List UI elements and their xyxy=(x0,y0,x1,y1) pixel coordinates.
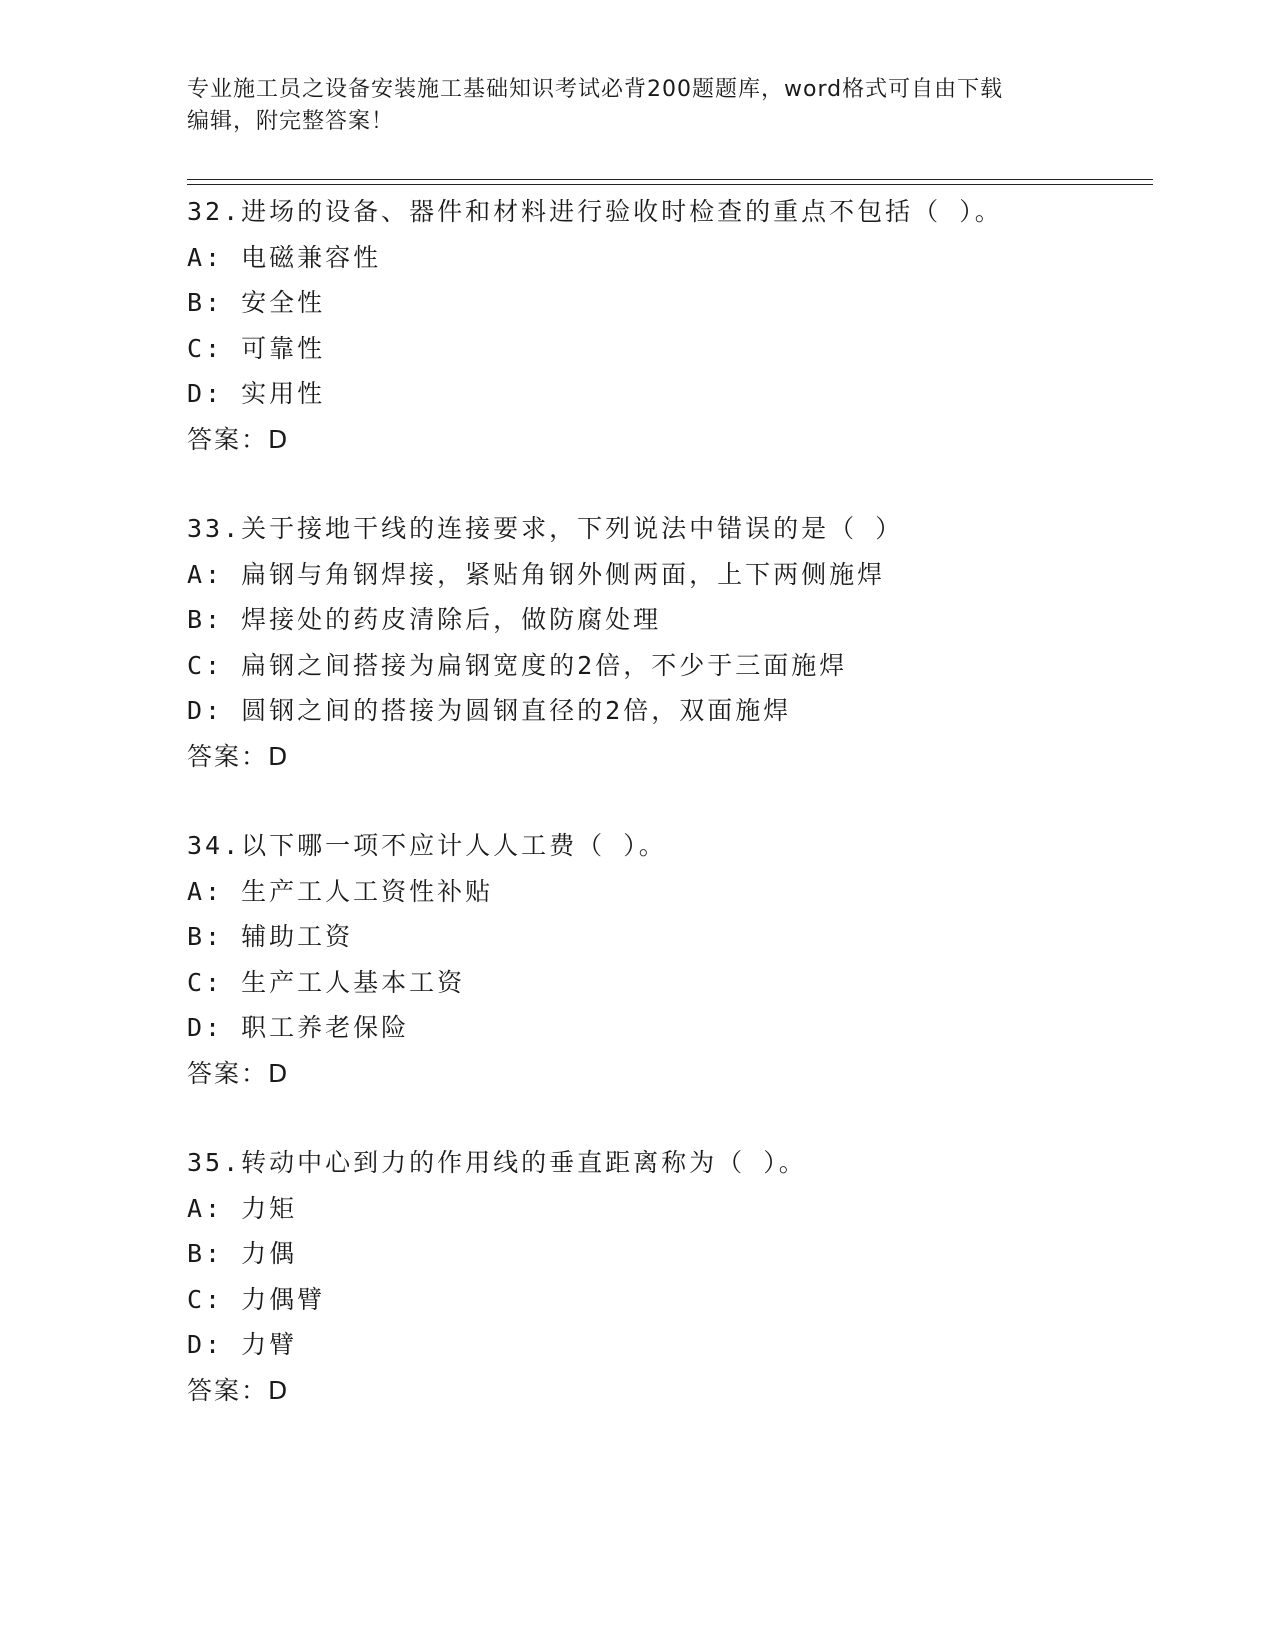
option-c: C: 扁钢之间搭接为扁钢宽度的2倍，不少于三面施焊 xyxy=(187,650,848,680)
option-a: A: 力矩 xyxy=(187,1193,298,1223)
option-b: B: 力偶 xyxy=(187,1239,298,1268)
question-35 xyxy=(187,1140,1153,1413)
answer-line: 答案：D xyxy=(187,741,290,771)
answer-line: 答案：D xyxy=(187,1058,290,1088)
option-c: C: 力偶臂 xyxy=(187,1284,326,1314)
option-d: D: 实用性 xyxy=(187,379,326,408)
question-stem: 35.转动中心到力的作用线的垂直距离称为（ ）。 xyxy=(187,1148,807,1177)
answer-line: 答案：D xyxy=(187,1375,290,1405)
option-a: A: 生产工人工资性补贴 xyxy=(187,876,494,906)
option-d: D: 力臂 xyxy=(187,1330,298,1359)
answer-line: 答案：D xyxy=(187,424,290,454)
question-stem: 32.进场的设备、器件和材料进行验收时检查的重点不包括（ ）。 xyxy=(187,197,1003,226)
option-a: A: 电磁兼容性 xyxy=(187,242,382,272)
option-d: D: 圆钢之间的搭接为圆钢直径的2倍，双面施焊 xyxy=(187,696,792,725)
question-34 xyxy=(187,823,1153,1096)
document-header: 专业施工员之设备安装施工基础知识考试必背200题题库，word格式可自由下载 编辑，附完整答案！ xyxy=(187,77,1004,134)
header-divider-top xyxy=(187,179,1153,180)
option-d: D: 职工养老保险 xyxy=(187,1013,410,1042)
option-c: C: 生产工人基本工资 xyxy=(187,967,466,997)
question-33 xyxy=(187,506,1153,779)
header-divider-bottom xyxy=(187,184,1153,185)
option-b: B: 焊接处的药皮清除后，做防腐处理 xyxy=(187,605,662,634)
option-a: A: 扁钢与角钢焊接，紧贴角钢外侧两面，上下两侧施焊 xyxy=(187,559,886,589)
question-stem: 34.以下哪一项不应计人人工费（ ）。 xyxy=(187,831,667,860)
question-stem: 33.关于接地干线的连接要求，下列说法中错误的是（ ） xyxy=(187,514,904,543)
option-b: B: 安全性 xyxy=(187,288,326,317)
question-list xyxy=(187,189,1153,1457)
option-c: C: 可靠性 xyxy=(187,333,326,363)
question-32 xyxy=(187,189,1153,462)
option-b: B: 辅助工资 xyxy=(187,922,354,951)
